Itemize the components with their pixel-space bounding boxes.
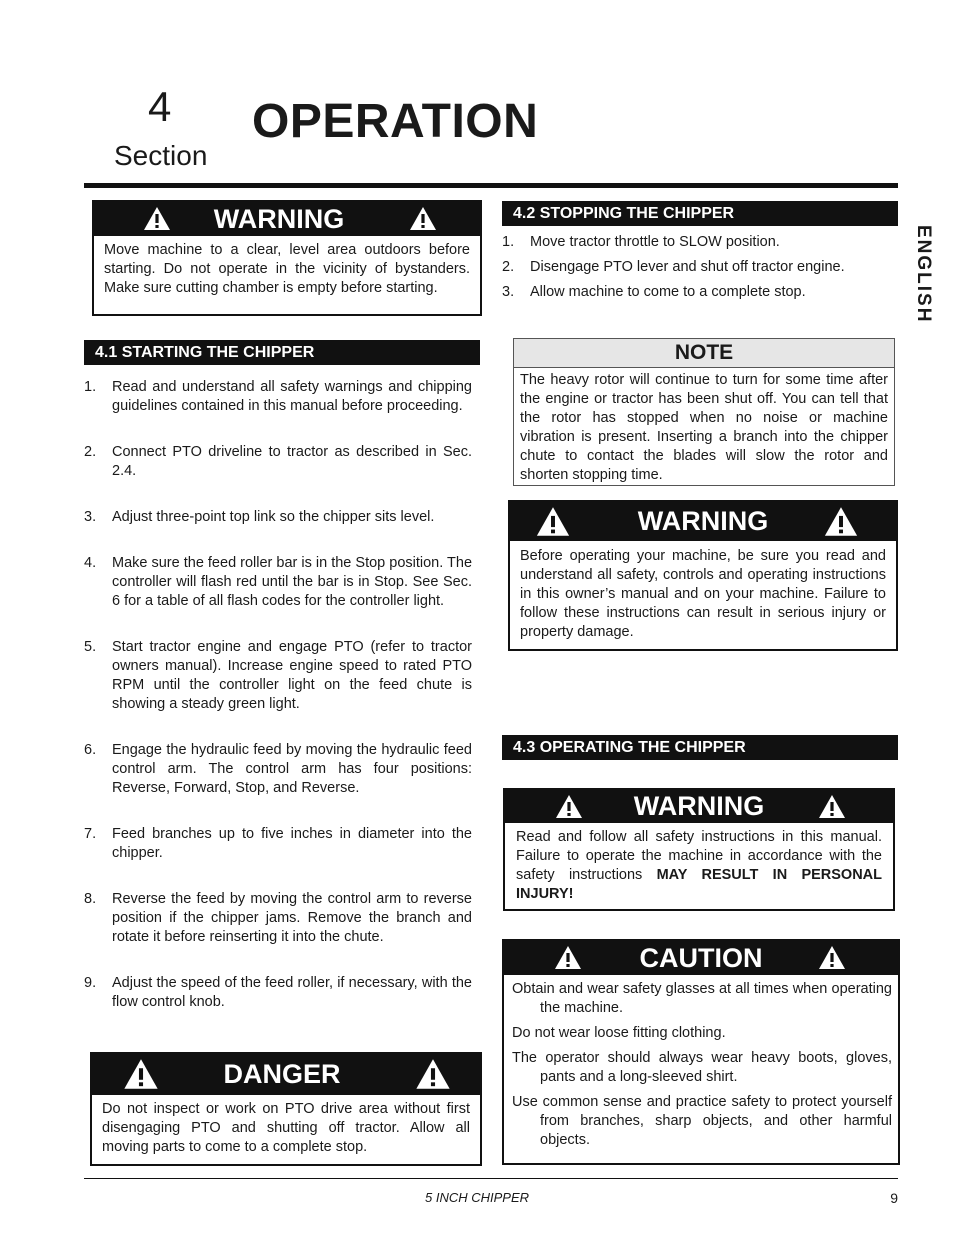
item-number: 5. bbox=[84, 639, 97, 655]
warning-triangle-icon bbox=[409, 206, 437, 231]
list-item bbox=[84, 890, 472, 947]
list-item bbox=[84, 741, 472, 798]
warning-triangle-icon bbox=[415, 1058, 451, 1090]
language-tab: ENGLISH bbox=[913, 225, 934, 324]
item-number: 3. bbox=[502, 284, 515, 300]
warning-header bbox=[94, 202, 480, 236]
section-heading-4-3: 4.3 OPERATING THE CHIPPER bbox=[502, 735, 898, 760]
section-heading-4-1: 4.1 STARTING THE CHIPPER bbox=[84, 340, 480, 365]
warning-heading: WARNING bbox=[637, 506, 769, 536]
danger-header bbox=[92, 1054, 480, 1095]
section-word: Section bbox=[114, 140, 208, 171]
item-text: Move tractor throttle to SLOW position. bbox=[530, 234, 780, 250]
item-text: Allow machine to come to a complete stop. bbox=[530, 284, 806, 300]
stopping-steps-list bbox=[502, 233, 894, 302]
warning-text: Before operating your machine, be sure you read and understand all safety, controls and operating instructions in this owner’s manual and on your machine. Failure to follow these instructions can result in serious injury or property damage. bbox=[520, 548, 886, 640]
list-item bbox=[84, 508, 472, 527]
caution-heading: CAUTION bbox=[639, 943, 763, 973]
warning-header bbox=[505, 790, 893, 823]
item-text: Adjust three-point top link so the chipper sits level. bbox=[112, 509, 435, 525]
bottom-rule bbox=[84, 1178, 898, 1179]
danger-text: Do not inspect or work on PTO drive area without first disengaging PTO and shutting off tractor. Allow all moving parts to come to a complete stop. bbox=[102, 1101, 470, 1155]
item-text: Adjust the speed of the feed roller, if necessary, with the flow control knob. bbox=[112, 975, 472, 1010]
item-number: 9. bbox=[84, 975, 97, 991]
warning-heading: WARNING bbox=[633, 791, 765, 821]
list-item bbox=[502, 258, 894, 277]
item-number: 7. bbox=[84, 826, 97, 842]
warning-triangle-icon bbox=[818, 945, 846, 970]
item-text: Engage the hydraulic feed by moving the hydraulic feed control arm. The control arm has four positions: Reverse, Forward, Stop, and Reverse. bbox=[112, 742, 472, 796]
list-item bbox=[84, 638, 472, 714]
item-number: 2. bbox=[502, 259, 515, 275]
item-number: 8. bbox=[84, 891, 97, 907]
list-item bbox=[502, 233, 894, 252]
caution-header bbox=[504, 941, 898, 975]
list-item bbox=[502, 283, 894, 302]
list-item bbox=[84, 378, 472, 416]
item-number: 2. bbox=[84, 444, 97, 460]
warning-heading: WARNING bbox=[213, 204, 345, 234]
warning-box-low bbox=[503, 788, 895, 911]
item-text: Start tractor engine and engage PTO (refer to tractor owners manual). Increase engine speed to rated PTO RPM until the controller light on the feed chute is showing a steady green light. bbox=[112, 639, 472, 712]
warning-text-regular: Read and follow all safety instructions in this manual. Failure to operate the machine in accordance with the safety instructions bbox=[516, 829, 882, 883]
item-number: 1. bbox=[84, 379, 97, 395]
item-text: Read and understand all safety warnings and chipping guidelines contained in this manual before proceeding. bbox=[112, 379, 472, 414]
caution-box bbox=[502, 939, 900, 1165]
item-number: 3. bbox=[84, 509, 97, 525]
note-box bbox=[513, 338, 895, 486]
danger-heading: DANGER bbox=[223, 1059, 341, 1089]
warning-text bbox=[505, 823, 893, 910]
caution-item: Obtain and wear safety glasses at all times when operating the machine. bbox=[512, 981, 892, 1016]
caution-item: Do not wear loose fitting clothing. bbox=[512, 1025, 726, 1041]
item-text: Make sure the feed roller bar is in the Stop position. The controller will flash red until the bar is in Stop. See Sec. 6 for a table of all flash codes for the controller light. bbox=[112, 555, 473, 609]
warning-triangle-icon bbox=[823, 506, 859, 537]
warning-box-mid bbox=[508, 500, 898, 651]
starting-steps-list bbox=[84, 378, 472, 1012]
warning-triangle-icon bbox=[818, 794, 846, 819]
list-item bbox=[84, 974, 472, 1012]
list-item bbox=[84, 443, 472, 481]
caution-list bbox=[504, 975, 898, 1161]
list-item bbox=[84, 825, 472, 863]
warning-box-top bbox=[92, 200, 482, 316]
danger-box bbox=[90, 1052, 482, 1166]
top-rule bbox=[84, 183, 898, 188]
item-text: Disengage PTO lever and shut off tractor engine. bbox=[530, 259, 845, 275]
warning-text-bold: MAY RESULT IN PERSONAL INJURY! bbox=[516, 867, 883, 902]
item-number: 6. bbox=[84, 742, 97, 758]
section-number: 4 bbox=[148, 83, 172, 130]
item-number: 1. bbox=[502, 234, 515, 250]
item-text: Reverse the feed by moving the control arm to reverse position if the chipper jams. Remove the branch and rotate it before reinserting it into the chute. bbox=[112, 891, 472, 945]
section-heading-4-2: 4.2 STOPPING THE CHIPPER bbox=[502, 201, 898, 226]
warning-text: Move machine to a clear, level area outdoors before starting. Do not operate in the vicinity of bystanders. Make sure cutting chamber is empty before starting. bbox=[104, 242, 470, 296]
caution-item: The operator should always wear heavy boots, gloves, pants and a long-sleeved shirt. bbox=[512, 1050, 892, 1085]
note-heading: NOTE bbox=[514, 339, 894, 368]
warning-header bbox=[510, 502, 896, 541]
page-number: 9 bbox=[890, 1190, 898, 1206]
caution-item: Use common sense and practice safety to protect yourself from branches, sharp objects, and other harmful objects. bbox=[512, 1094, 892, 1148]
note-text: The heavy rotor will continue to turn for some time after the engine or tractor has been shut off. You can tell that the rotor has stopped when no noise or machine vibration is present. Inserting a branch into the chipper chute to contact the blades will slow the rotor and shorten stopping time. bbox=[520, 372, 888, 483]
item-text: Connect PTO driveline to tractor as described in Sec. 2.4. bbox=[112, 444, 472, 479]
page-title: OPERATION bbox=[252, 95, 539, 148]
item-number: 4. bbox=[84, 555, 97, 571]
item-text: Feed branches up to five inches in diameter into the chipper. bbox=[112, 826, 472, 861]
footer-title: 5 INCH CHIPPER bbox=[424, 1190, 530, 1205]
list-item bbox=[84, 554, 472, 611]
